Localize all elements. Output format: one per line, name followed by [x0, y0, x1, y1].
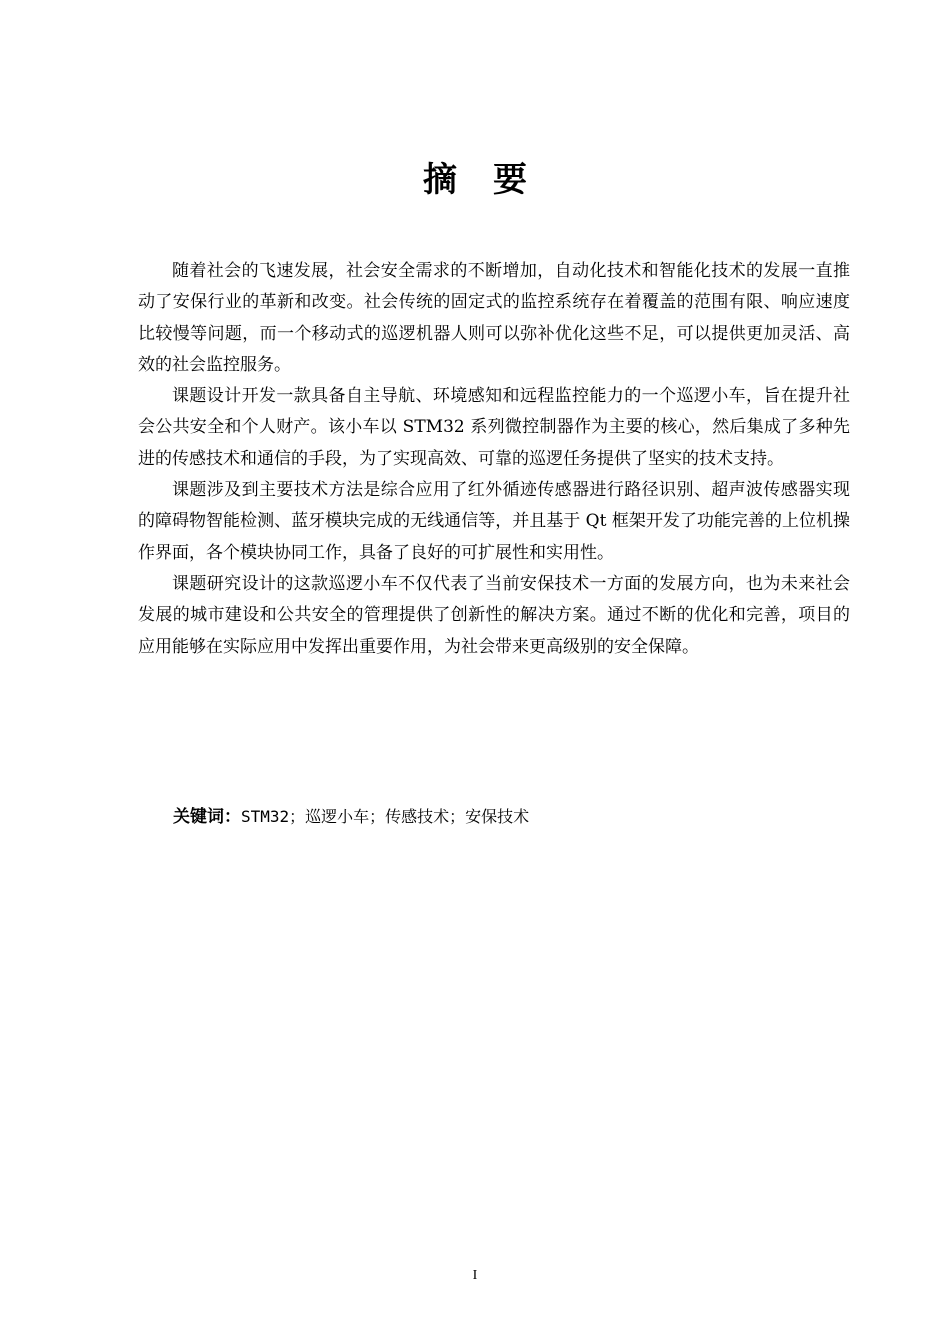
abstract-paragraph-2: 课题设计开发一款具备自主导航、环境感知和远程监控能力的一个巡逻小车，旨在提升社会公共安全和个人财产。该小车以 STM32 系列微控制器作为主要的核心，然后集成了多种先进的传感技术和通信的手段，为了实现高效、可靠的巡逻任务提供了坚实的技术支持。	[138, 386, 850, 469]
keywords-label: 关键词：	[173, 807, 241, 827]
abstract-title-char-1: 摘	[423, 160, 457, 200]
abstract-title	[0, 156, 950, 204]
keywords-value: STM32；巡逻小车；传感技术；安保技术	[241, 807, 530, 826]
abstract-paragraph-4: 课题研究设计的这款巡逻小车不仅代表了当前安保技术一方面的发展方向，也为未来社会发展的城市建设和公共安全的管理提供了创新性的解决方案。通过不断的优化和完善，项目的应用能够在实际应用中发挥出重要作用，为社会带来更高级别的安全保障。	[138, 573, 850, 657]
abstract-body	[138, 256, 850, 663]
abstract-paragraph-1: 随着社会的飞速发展，社会安全需求的不断增加，自动化技术和智能化技术的发展一直推动了安保行业的革新和改变。社会传统的固定式的监控系统存在着覆盖的范围有限、响应速度比较慢等问题，而一个移动式的巡逻机器人则可以弥补优化这些不足，可以提供更加灵活、高效的社会监控服务。	[138, 261, 850, 375]
abstract-paragraph-3: 课题涉及到主要技术方法是综合应用了红外循迹传感器进行路径识别、超声波传感器实现的障碍物智能检测、蓝牙模块完成的无线通信等，并且基于 Qt 框架开发了功能完善的上位机操作界面，各个模块协同工作，具备了良好的可扩展性和实用性。	[138, 480, 850, 563]
page-number: I	[472, 1268, 478, 1283]
keywords-line	[173, 803, 529, 831]
abstract-title-char-2: 要	[493, 160, 527, 200]
